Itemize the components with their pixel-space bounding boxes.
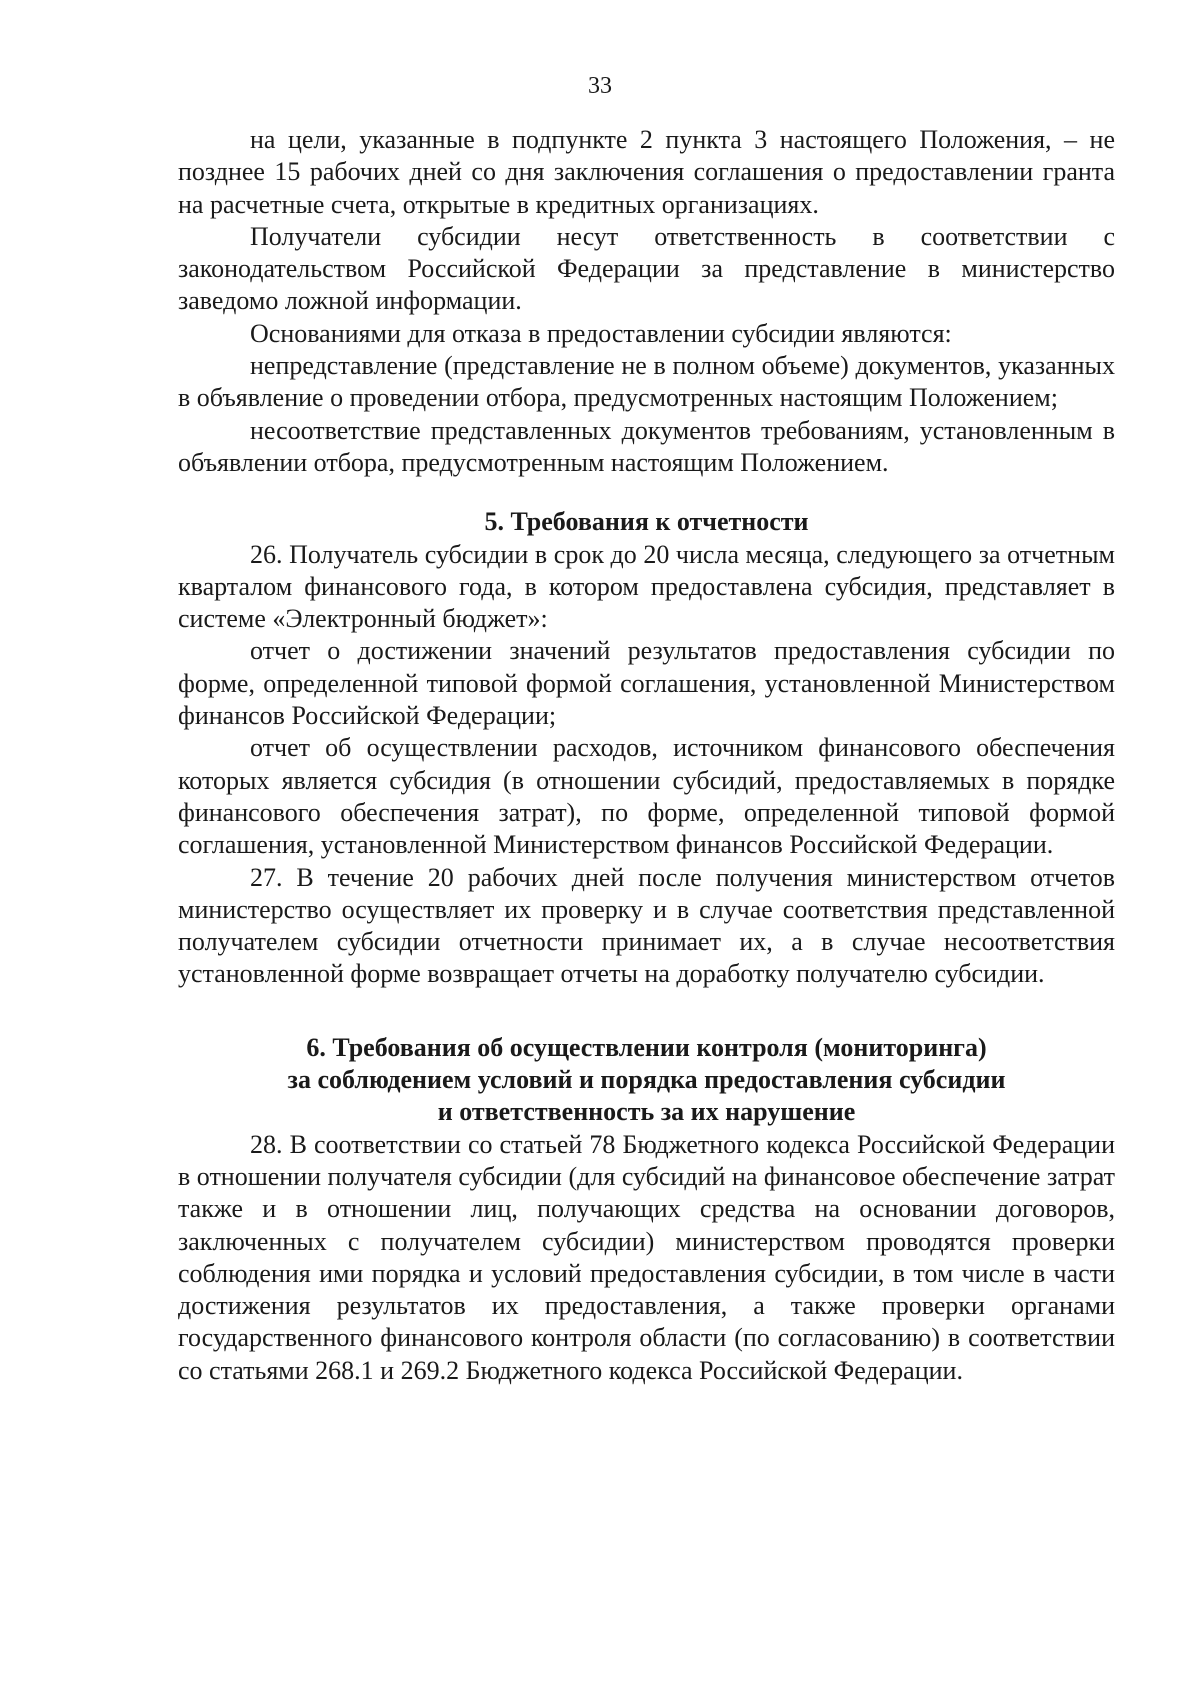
paragraph: непредставление (представление не в полном объеме) документов, указанных в объявление о проведении отбора, предусмотренных настоящим Положением; xyxy=(178,351,1115,413)
section-gap xyxy=(178,479,1115,506)
section-5-title: 5. Требования к отчетности xyxy=(484,507,809,537)
paragraph: 28. В соответствии со статьей 78 Бюджетного кодекса Российской Федерации в отношении получателя субсидии (для субсидий на финансовое обеспечение затрат также и в отношении лиц, получающих средства на основании договоров, заключенных с получателем субсидии) министерством проводятся проверки соблюдения ими порядка и условий предоставления субсидии, в том числе в части достижения результатов их предоставления, а также проверки органами государственного финансового контроля области (по согласованию) в соответствии со статьями 268.1 и 269.2 Бюджетного кодекса Российской Федерации. xyxy=(178,1129,1115,1385)
paragraph: на цели, указанные в подпункте 2 пункта 3 настоящего Положения, – не позднее 15 рабочих дней со дня заключения соглашения о предоставлении гранта на расчетные счета, открытые в кредитных организациях. xyxy=(178,125,1115,219)
section-6-title-line: за соблюдением условий и порядка предоставления субсидии xyxy=(287,1065,1006,1095)
page-number: 33 xyxy=(588,73,612,99)
paragraph: отчет о достижении значений результатов предоставления субсидии по форме, определенной типовой формой соглашения, установленной Министерством финансов Российской Федерации; xyxy=(178,636,1115,731)
section-gap xyxy=(178,1005,1115,1032)
paragraph: 27. В течение 20 рабочих дней после получения министерством отчетов министерство осуществляет их проверку и в случае соответствия представленной получателем субсидии отчетности принимает их, а в случае несоответствия установленной форме возвращает отчеты на доработку получателю субсидии. xyxy=(178,862,1115,989)
section-6-title-line: 6. Требования об осуществлении контроля (мониторинга) xyxy=(306,1032,987,1062)
paragraph: несоответствие представленных документов требованиям, установленным в объявлении отбора, предусмотренным настоящим Положением. xyxy=(178,415,1115,477)
paragraph: отчет об осуществлении расходов, источником финансового обеспечения которых является субсидия (в отношении субсидий, предоставляемых в порядке финансового обеспечения затрат), по форме, определенной типовой формой соглашения, установленной Министерством финансов Российской Федерации. xyxy=(178,733,1115,860)
paragraph: Основаниями для отказа в предоставлении субсидии являются: xyxy=(250,318,952,348)
paragraph: Получатели субсидии несут ответственность в соответствии с законодательством Российской Федерации за представление в министерство заведомо ложной информации. xyxy=(178,221,1115,316)
section-6-title-line: и ответственность за их нарушение xyxy=(437,1097,856,1127)
document-body xyxy=(178,124,1115,1387)
paragraph: 26. Получатель субсидии в срок до 20 числа месяца, следующего за отчетным кварталом финансового года, в котором предоставлена субсидия, представляет в системе «Электронный бюджет»: xyxy=(178,539,1115,634)
